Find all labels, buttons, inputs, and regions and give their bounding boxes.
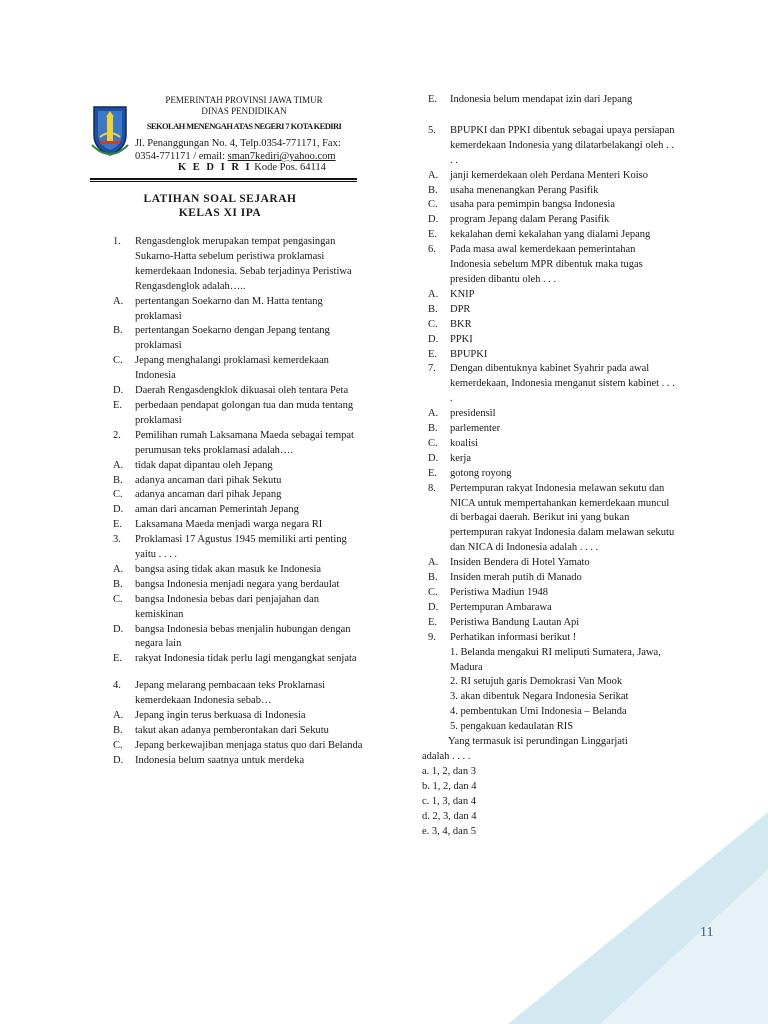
header-school-line: SEKOLAH MENENGAH ATAS NEGERI 7 KOTA KEDIRI bbox=[146, 121, 342, 131]
q9-answer-c: c. 1, 3, dan 4 bbox=[422, 795, 476, 807]
question-7: 7. Dengan dibentuknya kabinet Syahrir pada awal kemerdekaan, Indonesia menganut sistem kabinet . . . . bbox=[428, 363, 675, 405]
q8-option-c: C. Peristiwa Madiun 1948 bbox=[428, 587, 548, 598]
header-address: Jl. Penanggungan No. 4, Telp.0354-771171, Fax: bbox=[135, 138, 341, 149]
header-rule bbox=[90, 178, 357, 180]
q3-option-e: E. rakyat Indonesia tidak perlu lagi mengangkat senjata bbox=[113, 653, 357, 665]
q4-option-b: B. takut akan adanya pemberontakan dari Sekutu bbox=[113, 725, 329, 736]
q9-answer-a: a. 1, 2, dan 3 bbox=[422, 765, 476, 777]
q6-option-d: D. PPKI bbox=[428, 333, 473, 345]
q1-option-e: E. perbedaan pendapat golongan tua dan muda tentang proklamasi bbox=[113, 399, 354, 426]
q8-option-a: A. Insiden Bendera di Hotel Yamato bbox=[428, 557, 590, 569]
left-column bbox=[113, 235, 363, 769]
q3-option-b: B. bangsa Indonesia menjadi negara yang berdaulat bbox=[113, 578, 340, 590]
q7-option-b: B. parlementer bbox=[428, 423, 501, 435]
q3-option-d: D. bangsa Indonesia bebas menjalin hubungan dengan negara lain bbox=[113, 623, 351, 650]
q9-prompt-end: adalah . . . . bbox=[422, 750, 471, 762]
worksheet-title: LATIHAN SOAL SEJARAH bbox=[143, 193, 297, 205]
q7-option-d: D. kerja bbox=[428, 452, 471, 464]
q9-item-1: 1. Belanda mengakui RI meliputi Sumatera, Jawa, Madura bbox=[450, 646, 661, 673]
question-4: 4. Jepang melarang pembacaan teks Proklamasi kemerdekaan Indonesia sebab… bbox=[113, 680, 326, 707]
right-column bbox=[422, 93, 678, 839]
q9-item-5: 5. pengakuan kedaulatan RIS bbox=[450, 721, 574, 733]
q6-option-c: C. BKR bbox=[428, 318, 472, 330]
email-link[interactable]: sman7kediri@yahoo.com bbox=[227, 151, 336, 162]
q3-option-a: A. bangsa asing tidak akan masuk ke Indonesia bbox=[113, 563, 322, 575]
q6-option-b: B. DPR bbox=[428, 303, 471, 315]
q7-option-a: A. presidensil bbox=[428, 408, 496, 420]
q2-option-e: E. Laksamana Maeda menjadi warga negara RI bbox=[113, 519, 323, 531]
q9-answer-e: e. 3, 4, dan 5 bbox=[422, 825, 476, 837]
header-city: K E D I R I Kode Pos. 64114 bbox=[178, 162, 326, 173]
q3-option-c: C. bangsa Indonesia bebas dari penjajahan dan kemiskinan bbox=[113, 593, 319, 620]
q1-option-c: C. Jepang menghalangi proklamasi kemerdekaan Indonesia bbox=[113, 355, 329, 382]
q2-option-b: B. adanya ancaman dari pihak Sekutu bbox=[113, 474, 282, 486]
question-2: 2. Pemilihan rumah Laksamana Maeda sebagai tempat perumusan teks proklamasi adalah…. bbox=[113, 429, 354, 456]
provincial-crest-icon bbox=[90, 105, 130, 157]
question-8: 8. Pertempuran rakyat Indonesia melawan sekutu dan NICA untuk mempertahankan kemerdekaan muncul di berbagai daerah. Berikut ini yang bukan pertempuran rakyat Indonesia dalam melawan sekutu dan NICA di Indonesia adalah . . . . bbox=[428, 482, 675, 554]
question-9: 9. Perhatikan informasi berikut ! bbox=[428, 631, 577, 643]
question-3: 3. Proklamasi 17 Agustus 1945 memiliki arti penting yaitu . . . . bbox=[113, 534, 347, 561]
q8-option-b: B. Insiden merah putih di Manado bbox=[428, 572, 582, 584]
q9-item-3: 3. akan dibentuk Negara Indonesia Serikat bbox=[450, 691, 629, 703]
q2-option-a: A. tidak dapat dipantau oleh Jepang bbox=[113, 459, 273, 471]
q5-option-e: E. kekalahan demi kekalahan yang dialami Jepang bbox=[428, 229, 651, 241]
q6-option-a: A. KNIP bbox=[428, 288, 475, 300]
header-dept-line: DINAS PENDIDIKAN bbox=[201, 106, 287, 116]
q9-prompt: Yang termasuk isi perundingan Linggarjati bbox=[448, 736, 628, 748]
question-5: 5. BPUPKI dan PPKI dibentuk sebagai upaya persiapan kemerdekaan Indonesia yang dilatarbelakangi oleh . . . . bbox=[428, 124, 675, 166]
q7-option-e: E. gotong royong bbox=[428, 467, 512, 479]
q1-option-d: D. Daerah Rengasdengklok dikuasai oleh tentara Peta bbox=[113, 385, 349, 397]
header-gov-line: PEMERINTAH PROVINSI JAWA TIMUR bbox=[165, 95, 323, 105]
question-1: 1. Rengasdenglok merupakan tempat pengasingan Sukarno-Hatta sebelum peristiwa proklamasi kemerdekaan Indonesia. Sebab terjadinya Peristiwa Rengasdenglok adalah….. bbox=[113, 236, 352, 292]
q9-answer-b: b. 1, 2, dan 4 bbox=[422, 780, 477, 792]
q1-option-a: A. pertentangan Soekarno dan M. Hatta tentang proklamasi bbox=[113, 295, 323, 322]
q5-option-a: A. janji kemerdekaan oleh Perdana Menteri Koiso bbox=[428, 169, 648, 181]
q8-option-e: E. Peristiwa Bandung Lautan Api bbox=[428, 616, 580, 628]
q6-option-e: E. BPUPKI bbox=[428, 348, 488, 360]
q9-item-2: 2. RI setujuh garis Demokrasi Van Mook bbox=[450, 676, 623, 688]
q5-option-b: B. usaha menenangkan Perang Pasifik bbox=[428, 184, 599, 196]
page-number: 11 bbox=[700, 925, 714, 940]
header-contact: 0354-771171 / email: sman7kediri@yahoo.com bbox=[135, 151, 336, 162]
q5-option-c: C. usaha para pemimpin bangsa Indonesia bbox=[428, 199, 616, 211]
q4-option-e: E. Indonesia belum mendapat izin dari Jepang bbox=[428, 94, 633, 105]
q5-option-d: D. program Jepang dalam Perang Pasifik bbox=[428, 214, 610, 226]
q1-option-b: B. pertentangan Soekarno dengan Jepang tentang proklamasi bbox=[113, 325, 330, 352]
q4-option-d: D. Indonesia belum saatnya untuk merdeka bbox=[113, 754, 305, 766]
q9-item-4: 4. pembentukan Umi Indonesia – Belanda bbox=[450, 706, 627, 718]
header-rule-thin bbox=[90, 181, 357, 182]
q2-option-c: C. adanya ancaman dari pihak Jepang bbox=[113, 489, 282, 501]
q8-option-d: D. Pertempuran Ambarawa bbox=[428, 601, 552, 613]
q4-option-a: A. Jepang ingin terus berkuasa di Indonesia bbox=[113, 710, 306, 722]
q4-option-c: C. Jepang berkewajiban menjaga status quo dari Belanda bbox=[113, 739, 363, 751]
q9-answer-d: d. 2, 3, dan 4 bbox=[422, 810, 477, 822]
q7-option-c: C. koalisi bbox=[428, 437, 478, 449]
worksheet-class: KELAS XI IPA bbox=[178, 207, 262, 219]
q2-option-d: D. aman dari ancaman Pemerintah Jepang bbox=[113, 504, 299, 516]
question-6: 6. Pada masa awal kemerdekaan pemerintahan Indonesia sebelum MPR dibentuk maka tugas presiden dibantu oleh . . . bbox=[428, 244, 643, 285]
